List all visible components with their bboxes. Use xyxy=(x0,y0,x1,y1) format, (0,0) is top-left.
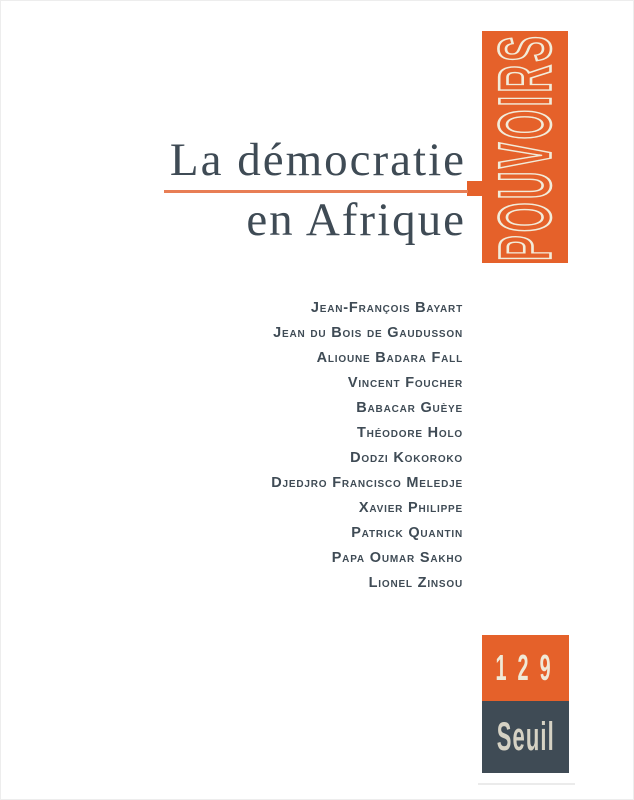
issue-number: 129 xyxy=(495,647,562,688)
issue-number-box xyxy=(482,635,569,701)
author-name: Patrick Quantin xyxy=(351,525,463,541)
publisher-box xyxy=(482,701,569,773)
author-name: Théodore Holo xyxy=(357,425,463,441)
author-name: Papa Oumar Sakho xyxy=(331,550,463,566)
author-name: Djedjro Francisco Meledje xyxy=(271,475,463,491)
author-list xyxy=(271,296,463,596)
author-name: Xavier Philippe xyxy=(358,500,463,516)
title-line-1: La démocratie xyxy=(169,134,466,186)
author-name: Jean du Bois de Gaudusson xyxy=(273,325,463,341)
author-name: Babacar Guèye xyxy=(356,400,463,416)
banner-connector-tab xyxy=(467,181,483,196)
author-name: Vincent Foucher xyxy=(347,375,463,391)
publisher-logo: Seuil xyxy=(496,715,555,759)
book-edge-shadow xyxy=(478,783,575,785)
journal-name-vertical: POUVOIRS xyxy=(483,32,567,262)
author-name: Dodzi Kokoroko xyxy=(350,450,463,466)
title-underline-rule xyxy=(164,190,468,193)
author-name: Alioune Badara Fall xyxy=(316,350,463,366)
journal-banner xyxy=(482,31,568,263)
author-name: Lionel Zinsou xyxy=(368,575,463,591)
title-line-2: en Afrique xyxy=(246,194,466,246)
author-name: Jean-François Bayart xyxy=(310,300,463,316)
